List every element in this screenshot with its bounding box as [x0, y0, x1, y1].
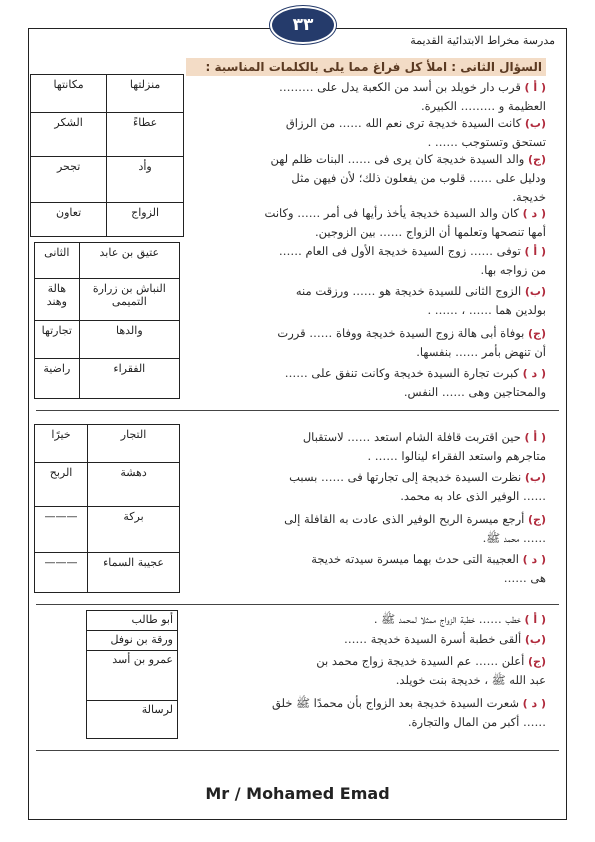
section-divider — [36, 410, 559, 411]
word-cell: هالة وهند — [35, 279, 80, 321]
word-cell: عجيبة السماء — [88, 553, 180, 593]
word-cell: النباش بن زرارة التميمى — [79, 279, 179, 321]
word-cell: مكانتها — [31, 75, 107, 113]
word-cell: دهشة — [88, 463, 180, 507]
item-label: ( أ ) — [524, 81, 546, 94]
item-label: ( أ ) — [524, 613, 546, 626]
item-line: …… أكبر من المال والتجارة. — [407, 715, 546, 729]
word-cell: الثانى — [35, 243, 80, 279]
item-line: العظيمة و ……… الكبيرة. — [420, 99, 546, 113]
item-label: ( د ) — [522, 697, 546, 710]
word-cell: تعاون — [31, 203, 107, 237]
item-label: (ج) — [528, 513, 546, 526]
word-cell: عطاءً — [107, 113, 184, 157]
section-divider — [36, 750, 559, 751]
name-bank — [86, 610, 178, 739]
item-line: عبد الله ﷺ ، خديجة بنت خويلد. — [395, 673, 546, 687]
item-line: الزوج الثانى للسيدة خديجة هو …… ورزقت منه — [295, 284, 522, 298]
school-name: مدرسة مخراط الابتدائية القديمة — [410, 34, 555, 47]
item-line: كان والد السيدة خديجة يأخذ رأيها فى أمر …… وكانت — [264, 206, 519, 220]
item-line: أمها تنصحها وتعلمها أن الزواج …… بين الزوجين. — [314, 225, 546, 239]
question-item — [190, 428, 546, 466]
item-line: تستحق وتستوجب …… . — [427, 135, 546, 149]
author-footer: Mr / Mohamed Emad — [205, 784, 390, 803]
item-line: بوفاة أبى هالة زوج السيدة خديجة ووفاة …… قررت — [277, 326, 525, 340]
item-label: (ب) — [524, 117, 546, 130]
item-line: كبرت تجارة السيدة خديجة وكانت تنفق على …… — [284, 366, 519, 380]
item-line: أعلن …… عم السيدة خديجة زواج محمد بن — [316, 654, 525, 668]
question-item — [190, 114, 546, 152]
item-line: من زواجه بها. — [480, 263, 546, 277]
question-item — [190, 150, 546, 207]
question-item — [190, 652, 546, 690]
item-line: ألقى خطبة أسرة السيدة خديجة …… — [344, 632, 522, 646]
item-label: ( د ) — [522, 367, 546, 380]
word-cell: منزلتها — [107, 75, 184, 113]
word-bank-2 — [34, 242, 180, 399]
word-bank-3 — [34, 424, 180, 593]
item-label: (ب) — [524, 285, 546, 298]
item-line: هى …… — [503, 571, 546, 585]
item-line: نظرت السيدة خديجة إلى تجارتها فى …… بسبب — [289, 470, 522, 484]
word-cell: الربح — [35, 463, 88, 507]
item-label: (ج) — [528, 327, 546, 340]
item-line: قرب دار خويلد بن أسد من الكعبة يدل على ……… — [279, 80, 521, 94]
name-cell: ورقة بن نوفل — [87, 631, 178, 651]
item-label: (ب) — [524, 471, 546, 484]
item-line: أن تنهض بأمر …… بنفسها. — [416, 345, 546, 359]
page-number-badge: ٣٣ — [270, 6, 336, 44]
item-line: توفى …… زوج السيدة خديجة الأول فى العام …… — [278, 244, 521, 258]
question-item — [190, 550, 546, 588]
item-line: والد السيدة خديجة كان يرى فى …… البنات ظلم لهن — [270, 152, 525, 166]
section-divider — [36, 604, 559, 605]
item-label: (ب) — [524, 633, 546, 646]
item-line: ودليل على …… قلوب من يفعلون ذلك؛ لأن فيهن مثل — [291, 171, 546, 185]
word-cell: بركة — [88, 507, 180, 553]
item-label: ( د ) — [522, 207, 546, 220]
section-heading: السؤال الثانى : املأ كل فراغ مما يلى بالكلمات المناسبة : — [186, 58, 546, 76]
word-cell: تجارتها — [35, 321, 80, 359]
item-line: العجيبة التى حدث بهما ميسرة سيدته خديجة — [311, 552, 519, 566]
word-cell: ——— — [35, 507, 88, 553]
question-item — [190, 78, 546, 116]
item-line: كانت السيدة خديجة ترى نعم الله …… من الرزاق — [285, 116, 522, 130]
question-item — [190, 324, 546, 362]
item-line: خديجة. — [512, 190, 546, 204]
question-item — [190, 468, 546, 506]
word-cell: والدها — [79, 321, 179, 359]
word-cell: التجار — [88, 425, 180, 463]
item-line: خطب …… خطبة الزواج ممثلا لمحمد ﷺ . — [373, 612, 521, 626]
item-line: أرجع ميسرة الربح الوفير الذى عادت به القافلة إلى — [284, 512, 525, 526]
item-line: …… الوفير الذى عاد به محمد. — [400, 489, 546, 503]
word-cell: خيرًا — [35, 425, 88, 463]
word-cell: الشكر — [31, 113, 107, 157]
name-cell: لرسالة — [87, 701, 178, 739]
name-cell: أبو طالب — [87, 611, 178, 631]
question-item — [190, 242, 546, 280]
item-line: بولدين هما …… ، …… . — [427, 303, 546, 317]
name-cell: عمرو بن أسد — [87, 651, 178, 701]
word-cell: الفقراء — [79, 359, 179, 399]
question-item — [190, 204, 546, 242]
word-cell: وأد — [107, 157, 184, 203]
question-item — [190, 610, 546, 629]
question-item — [190, 282, 546, 320]
word-cell: عتيق بن عابد — [79, 243, 179, 279]
item-label: (ج) — [528, 655, 546, 668]
question-item — [190, 364, 546, 402]
item-line: …… محمد ﷺ. — [482, 531, 546, 545]
item-label: ( د ) — [522, 553, 546, 566]
item-label: (ج) — [528, 153, 546, 166]
word-cell: ——— — [35, 553, 88, 593]
item-line: شعرت السيدة خديجة بعد الزواج بأن محمدًا ﷺ خلق — [271, 696, 519, 710]
word-bank-1 — [30, 74, 184, 237]
word-cell: راضية — [35, 359, 80, 399]
item-line: متاجرهم واستعد الفقراء لينالوا …… . — [367, 449, 546, 463]
word-cell: الزواج — [107, 203, 184, 237]
item-line: والمحتاجين وهى …… النفس. — [403, 385, 546, 399]
word-cell: تجحر — [31, 157, 107, 203]
question-item — [190, 510, 546, 548]
question-item — [190, 630, 546, 649]
question-item — [190, 694, 546, 732]
item-label: ( أ ) — [524, 431, 546, 444]
item-line: حين اقتربت قافلة الشام استعد …… لاستقبال — [302, 430, 521, 444]
item-label: ( أ ) — [524, 245, 546, 258]
